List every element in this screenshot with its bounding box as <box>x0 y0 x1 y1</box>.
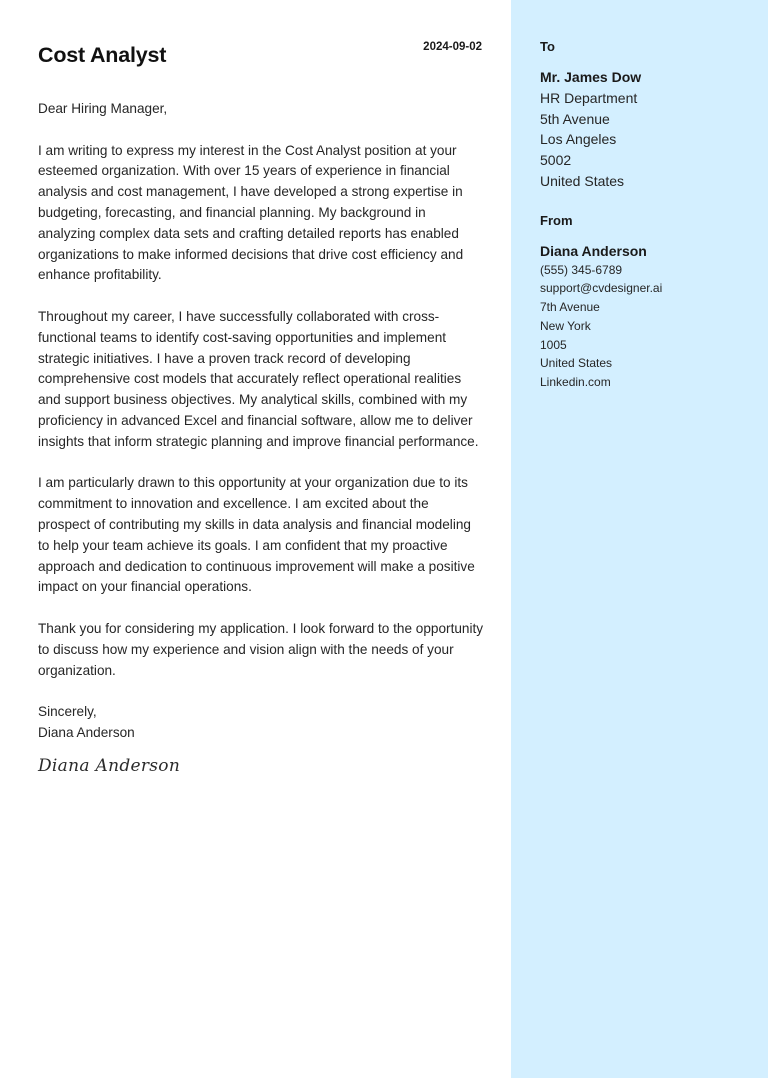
recipient-postal-code: 5002 <box>540 152 572 169</box>
sender-name: Diana Anderson <box>540 242 647 259</box>
letter-date: 2024-09-02 <box>423 41 482 53</box>
sender-label: From <box>540 212 573 228</box>
closing-name: Diana Anderson <box>38 724 135 740</box>
recipient-country: United States <box>540 172 625 189</box>
sidebar-content <box>540 38 760 392</box>
sender-city: New York <box>540 318 591 333</box>
sender-phone: (555) 345-6789 <box>540 262 623 277</box>
recipient-city: Los Angeles <box>540 131 617 148</box>
recipient-block <box>540 38 760 192</box>
recipient-name: Mr. James Dow <box>540 69 642 85</box>
sender-block <box>540 212 760 392</box>
closing: Sincerely, <box>38 704 97 720</box>
job-title: Cost Analyst <box>38 43 167 67</box>
paragraph-4: Thank you for considering my application. I look forward to the opportunity to discuss how my experience and vision align with the needs of your organization. <box>38 620 484 678</box>
letter-body <box>38 99 484 777</box>
paragraph-3: I am particularly drawn to this opportunity at your organization due to its commitment to innovation and excellence. I am excited about the prospect of contributing my skills in data analysis and financial modeling to help your team achieve its goals. I am confident that my proactive approach and dedication to continuous improvement will make a positive impact on your financial operations. <box>38 475 475 595</box>
recipient-label: To <box>540 39 555 54</box>
sender-country: United States <box>540 356 613 371</box>
handwritten-signature: Diana Anderson <box>38 755 181 776</box>
salutation: Dear Hiring Manager, <box>38 101 168 116</box>
paragraph-1: I am writing to express my interest in the Cost Analyst position at your esteemed organization. With over 15 years of experience in financial analysis and cost management, I have developed a strong expertise in budgeting, forecasting, and financial planning. My background in analyzing complex data sets and crafting detailed reports has enabled organizations to make informed decisions that drive cost efficiency and enhance profitability. <box>38 142 464 283</box>
recipient-street: 5th Avenue <box>540 110 610 127</box>
sender-email: support@cvdesigner.ai <box>540 281 663 296</box>
recipient-department: HR Department <box>540 89 638 106</box>
sender-postal-code: 1005 <box>540 337 567 352</box>
contact-sidebar <box>511 0 768 1078</box>
sender-website: Linkedin.com <box>540 375 611 389</box>
sender-street: 7th Avenue <box>540 300 600 315</box>
paragraph-2: Throughout my career, I have successfully collaborated with cross-functional teams to identify cost-saving opportunities and implement strategic initiatives. I have a proven track record of developing comprehensive cost models that accurately reflect operational realities and support business objectives. My analytical skills, combined with my proficiency in advanced Excel and financial software, allow me to deliver insights that inform strategic planning and improve financial performance. <box>38 308 479 449</box>
